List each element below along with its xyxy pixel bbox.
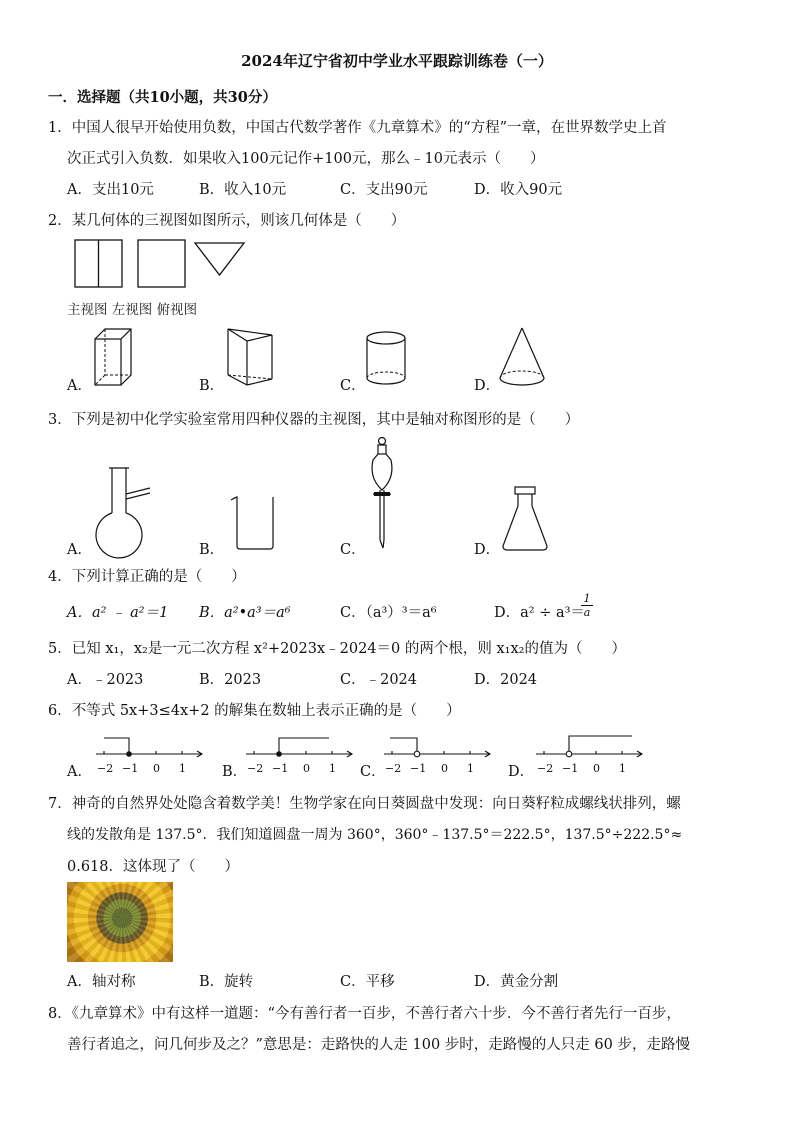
tick-label: −2 [537,762,554,775]
tick-label: −2 [247,762,264,775]
q2-option-a: A． [67,378,92,394]
q3-option-d: D． [474,542,501,558]
sunflower-photo [67,882,173,962]
q7-option-d: D．黄金分割 [474,974,559,990]
q1-option-a: A．支出10元 [67,182,154,198]
q7-stem-line2: 线的发散角是 137.5°．我们知道圆盘一周为 360°，360°﹣137.5°＝222.5°，137.5°÷222.5°≈ [67,827,683,843]
q7-option-b: B．旋转 [199,974,254,990]
beaker-figure [228,494,280,552]
cylinder-figure [365,330,409,390]
q1-option-b: B．收入10元 [199,182,287,198]
q6-option-b: B． [222,764,248,780]
q3-stem: 3．下列是初中化学实验室常用四种仪器的主视图，其中是轴对称图形的是（ ） [48,412,580,428]
tick-label: −2 [97,762,114,775]
distillation-flask-figure [95,466,155,556]
q4-fraction-denominator: a [581,605,593,619]
q8-stem-line2: 善行者追之，问几何步及之？”意思是：走路快的人走 100 步时，走路慢的人只走 60 步，走路慢 [67,1037,690,1053]
q1-option-d: D．收入90元 [474,182,563,198]
triangular-prism-figure [225,327,275,389]
top-view [195,243,244,275]
q7-option-a: A．轴对称 [67,974,136,990]
tick-label: 0 [441,762,448,775]
q2-option-d: D． [474,378,501,394]
q5-option-d: D．2024 [474,672,538,688]
cone-figure [497,326,547,390]
q7-stem-line1: 7．神奇的自然界处处隐含着数学美！生物学家在向日葵圆盘中发现：向日葵籽粒成螺线状排列，螺 [48,796,681,812]
q4-fraction-numerator: 1 [583,592,591,605]
q2-option-c: C． [340,378,366,394]
separatory-funnel-figure [362,436,402,552]
page-title: 2024年辽宁省初中学业水平跟踪训练卷（一） [241,52,553,70]
erlenmeyer-flask-figure [500,484,552,554]
tick-label: 0 [303,762,310,775]
q5-stem: 5．已知 x₁，x₂是一元二次方程 x²+2023x﹣2024＝0 的两个根，则 x₁x₂的值为（ ） [48,641,626,657]
q6-stem: 6．不等式 5x+3≤4x+2 的解集在数轴上表示正确的是（ ） [48,703,461,719]
q7-option-c: C．平移 [340,974,395,990]
q1-stem-line2: 次正式引入负数．如果收入100元记作+100元，那么﹣10元表示（ ） [67,151,545,167]
tick-label: −1 [122,762,139,775]
side-view [138,240,185,287]
q5-option-b: B．2023 [199,672,262,688]
q6-option-c: C． [360,764,386,780]
q8-stem-line1: 8．《九章算术》中有这样一道题：“今有善行者一百步，不善行者六十步．今不善行者先行一百步， [48,1006,681,1022]
q1-option-c: C．支出90元 [340,182,428,198]
tick-label: 1 [329,762,336,775]
q1-stem-line1: 1．中国人很早开始使用负数，中国古代数学著作《九章算术》的“方程”一章，在世界数学史上首 [48,120,667,136]
three-views-caption: 主视图 左视图 俯视图 [67,302,198,318]
q4-option-c: C．（a³）³＝a⁶ [340,605,437,621]
q7-stem-line3: 0.618．这体现了（ ） [67,859,240,875]
three-views-figure [70,238,250,290]
q4-option-d: D．a² ÷ a³＝ [494,605,585,621]
section-heading: 一．选择题（共10小题，共30分） [48,89,277,106]
tick-label: 0 [153,762,160,775]
q3-option-b: B． [199,542,225,558]
q3-option-a: A． [67,542,92,558]
q2-stem: 2．某几何体的三视图如图所示，则该几何体是（ ） [48,213,406,229]
tick-label: −1 [410,762,427,775]
q4-option-a: A．a² ﹣ a²＝1 [67,605,169,621]
q5-option-a: A．﹣2023 [67,672,144,688]
tick-label: −1 [272,762,289,775]
q6-option-a: A． [67,764,92,780]
tick-label: 1 [619,762,626,775]
q4-fraction [581,592,593,619]
q6-option-d: D． [508,764,535,780]
q5-option-c: C．﹣2024 [340,672,417,688]
cuboid-figure [93,327,135,389]
q3-option-c: C． [340,542,366,558]
tick-label: −1 [562,762,579,775]
q2-option-b: B． [199,378,225,394]
q4-option-b: B．a²•a³＝a⁶ [199,605,291,621]
front-view [75,240,122,287]
tick-label: 0 [593,762,600,775]
tick-label: −2 [385,762,402,775]
tick-label: 1 [179,762,186,775]
q4-stem: 4．下列计算正确的是（ ） [48,569,246,585]
tick-label: 1 [467,762,474,775]
